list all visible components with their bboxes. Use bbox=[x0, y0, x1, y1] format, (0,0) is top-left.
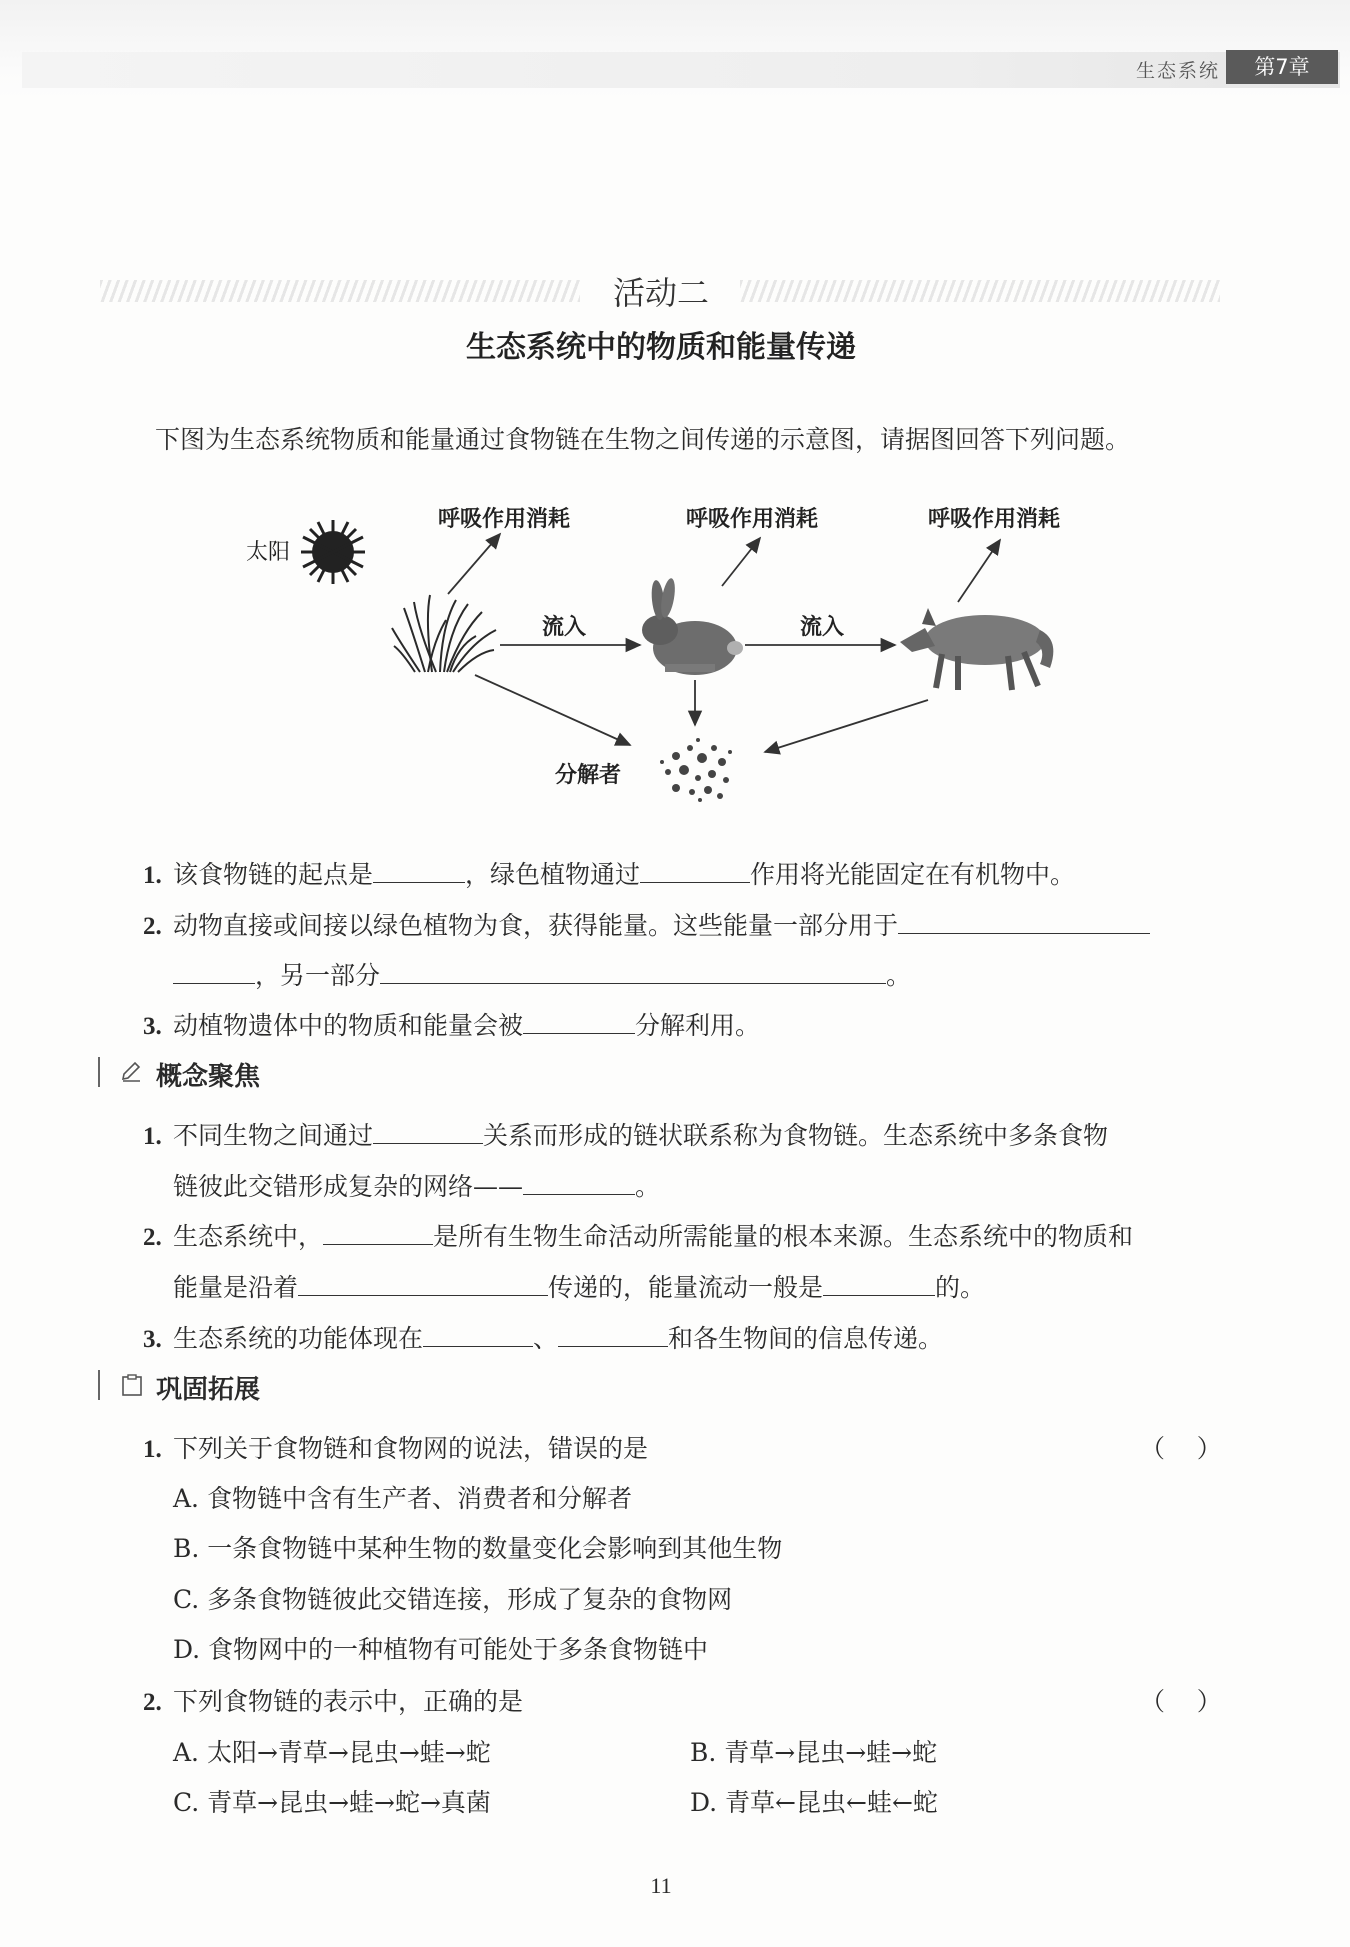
respiration-label-2: 呼吸作用消耗 bbox=[686, 507, 819, 532]
question-text: 关系而形成的链状联系称为食物链。生态系统中多条食物 bbox=[483, 1121, 1109, 1150]
answer-blank[interactable] bbox=[373, 860, 465, 883]
intro-text: 下图为生态系统物质和能量通过食物链在生物之间传递的示意图，请据图回答下列问题。 bbox=[155, 425, 1131, 454]
question-text: 、 bbox=[533, 1324, 559, 1353]
answer-blank[interactable] bbox=[323, 1222, 433, 1245]
rabbit-icon bbox=[642, 577, 743, 675]
question-number: 2. bbox=[143, 1689, 162, 1716]
option[interactable]: D. 食物网中的一种植物有可能处于多条食物链中 bbox=[173, 1635, 709, 1664]
answer-blank[interactable] bbox=[558, 1324, 668, 1347]
answer-blank[interactable] bbox=[173, 961, 255, 984]
grass-icon bbox=[392, 595, 496, 672]
question-text: 链彼此交错形成复杂的网络—— bbox=[173, 1172, 524, 1201]
concept-item-1 bbox=[143, 1116, 1108, 1152]
activity-label: 活动二 bbox=[612, 274, 709, 312]
respiration-label-3: 呼吸作用消耗 bbox=[928, 507, 1061, 532]
option[interactable]: D. 青草←昆虫←蛙←蛇 bbox=[690, 1788, 938, 1817]
question-number: 1. bbox=[143, 1123, 162, 1150]
concept-item-1-cont bbox=[173, 1167, 660, 1203]
question-a1 bbox=[143, 855, 1075, 891]
question-text: 下列关于食物链和食物网的说法，错误的是 bbox=[173, 1434, 649, 1463]
extension-q1-stem bbox=[143, 1429, 648, 1465]
respiration-label-1: 呼吸作用消耗 bbox=[438, 507, 571, 532]
answer-blank[interactable] bbox=[298, 1273, 548, 1296]
flow-label-1: 流入 bbox=[542, 615, 587, 640]
question-text: 下列食物链的表示中，正确的是 bbox=[173, 1687, 524, 1716]
answer-blank[interactable] bbox=[380, 961, 886, 984]
answer-blank[interactable] bbox=[823, 1273, 935, 1296]
question-text: 动物直接或间接以绿色植物为食，获得能量。这些能量一部分用于 bbox=[173, 911, 899, 940]
answer-blank[interactable] bbox=[523, 1172, 635, 1195]
concept-item-2 bbox=[143, 1217, 1133, 1253]
answer-paren[interactable]: （ ） bbox=[1140, 1434, 1222, 1463]
concept-heading: 概念聚焦 bbox=[156, 1062, 261, 1092]
question-number: 2. bbox=[143, 1224, 162, 1251]
answer-blank[interactable] bbox=[640, 860, 750, 883]
decomposer-label: 分解者 bbox=[555, 763, 622, 788]
option[interactable]: B. 一条食物链中某种生物的数量变化会影响到其他生物 bbox=[173, 1534, 783, 1563]
question-number: 1. bbox=[143, 1436, 162, 1463]
question-text: 和各生物间的信息传递。 bbox=[668, 1324, 944, 1353]
question-text: 分解利用。 bbox=[635, 1011, 761, 1040]
question-text: 该食物链的起点是 bbox=[173, 860, 374, 889]
question-text: ，另一部分 bbox=[255, 961, 381, 990]
clipboard-icon bbox=[120, 1373, 144, 1397]
answer-blank[interactable] bbox=[423, 1324, 533, 1347]
question-number: 3. bbox=[143, 1326, 162, 1353]
question-a2-cont bbox=[173, 956, 911, 992]
question-text: 不同生物之间通过 bbox=[173, 1121, 374, 1150]
question-text: 能量是沿着 bbox=[173, 1273, 299, 1302]
extension-heading: 巩固拓展 bbox=[156, 1375, 261, 1405]
sun-label: 太阳 bbox=[246, 540, 291, 565]
question-a2 bbox=[143, 906, 1150, 942]
extension-section-bar bbox=[98, 1370, 100, 1400]
question-text: 作用将光能固定在有机物中。 bbox=[750, 860, 1076, 889]
concept-item-2-cont bbox=[173, 1268, 985, 1304]
extension-q2-stem bbox=[143, 1682, 523, 1718]
decomposer-icon bbox=[660, 738, 732, 802]
option[interactable]: A. 食物链中含有生产者、消费者和分解者 bbox=[173, 1484, 632, 1513]
answer-paren[interactable]: （ ） bbox=[1140, 1687, 1222, 1716]
header-chapter-tab: 第7章 bbox=[1226, 50, 1338, 84]
concept-section-bar bbox=[98, 1057, 100, 1087]
sun-icon bbox=[301, 520, 365, 584]
option[interactable]: C. 青草→昆虫→蛙→蛇→真菌 bbox=[173, 1788, 491, 1817]
question-text: 是所有生物生命活动所需能量的根本来源。生态系统中的物质和 bbox=[433, 1222, 1134, 1251]
diagram-arrows bbox=[0, 0, 1350, 820]
option[interactable]: A. 太阳→青草→昆虫→蛙→蛇 bbox=[173, 1738, 491, 1767]
question-number: 2. bbox=[143, 913, 162, 940]
option[interactable]: B. 青草→昆虫→蛙→蛇 bbox=[690, 1738, 938, 1767]
question-text: 。 bbox=[635, 1172, 661, 1201]
question-text: 生态系统中， bbox=[173, 1222, 324, 1251]
question-text: 生态系统的功能体现在 bbox=[173, 1324, 424, 1353]
question-text: 动植物遗体中的物质和能量会被 bbox=[173, 1011, 524, 1040]
option[interactable]: C. 多条食物链彼此交错连接，形成了复杂的食物网 bbox=[173, 1585, 733, 1614]
activity-title: 生态系统中的物质和能量传递 bbox=[466, 330, 856, 365]
answer-blank[interactable] bbox=[898, 911, 1150, 934]
flow-label-2: 流入 bbox=[800, 615, 845, 640]
question-text: ，绿色植物通过 bbox=[465, 860, 641, 889]
question-number: 3. bbox=[143, 1013, 162, 1040]
answer-blank[interactable] bbox=[373, 1121, 483, 1144]
wolf-icon bbox=[900, 608, 1053, 690]
question-text: 的。 bbox=[935, 1273, 986, 1302]
question-text: 传递的，能量流动一般是 bbox=[548, 1273, 824, 1302]
header-section-title: 生态系统 bbox=[1136, 60, 1221, 82]
concept-item-3 bbox=[143, 1319, 943, 1355]
page-number: 11 bbox=[650, 1873, 672, 1898]
answer-blank[interactable] bbox=[523, 1011, 635, 1034]
question-text: 。 bbox=[886, 961, 912, 990]
question-number: 1. bbox=[143, 862, 162, 889]
pencil-icon bbox=[120, 1059, 144, 1083]
question-a3 bbox=[143, 1006, 760, 1042]
